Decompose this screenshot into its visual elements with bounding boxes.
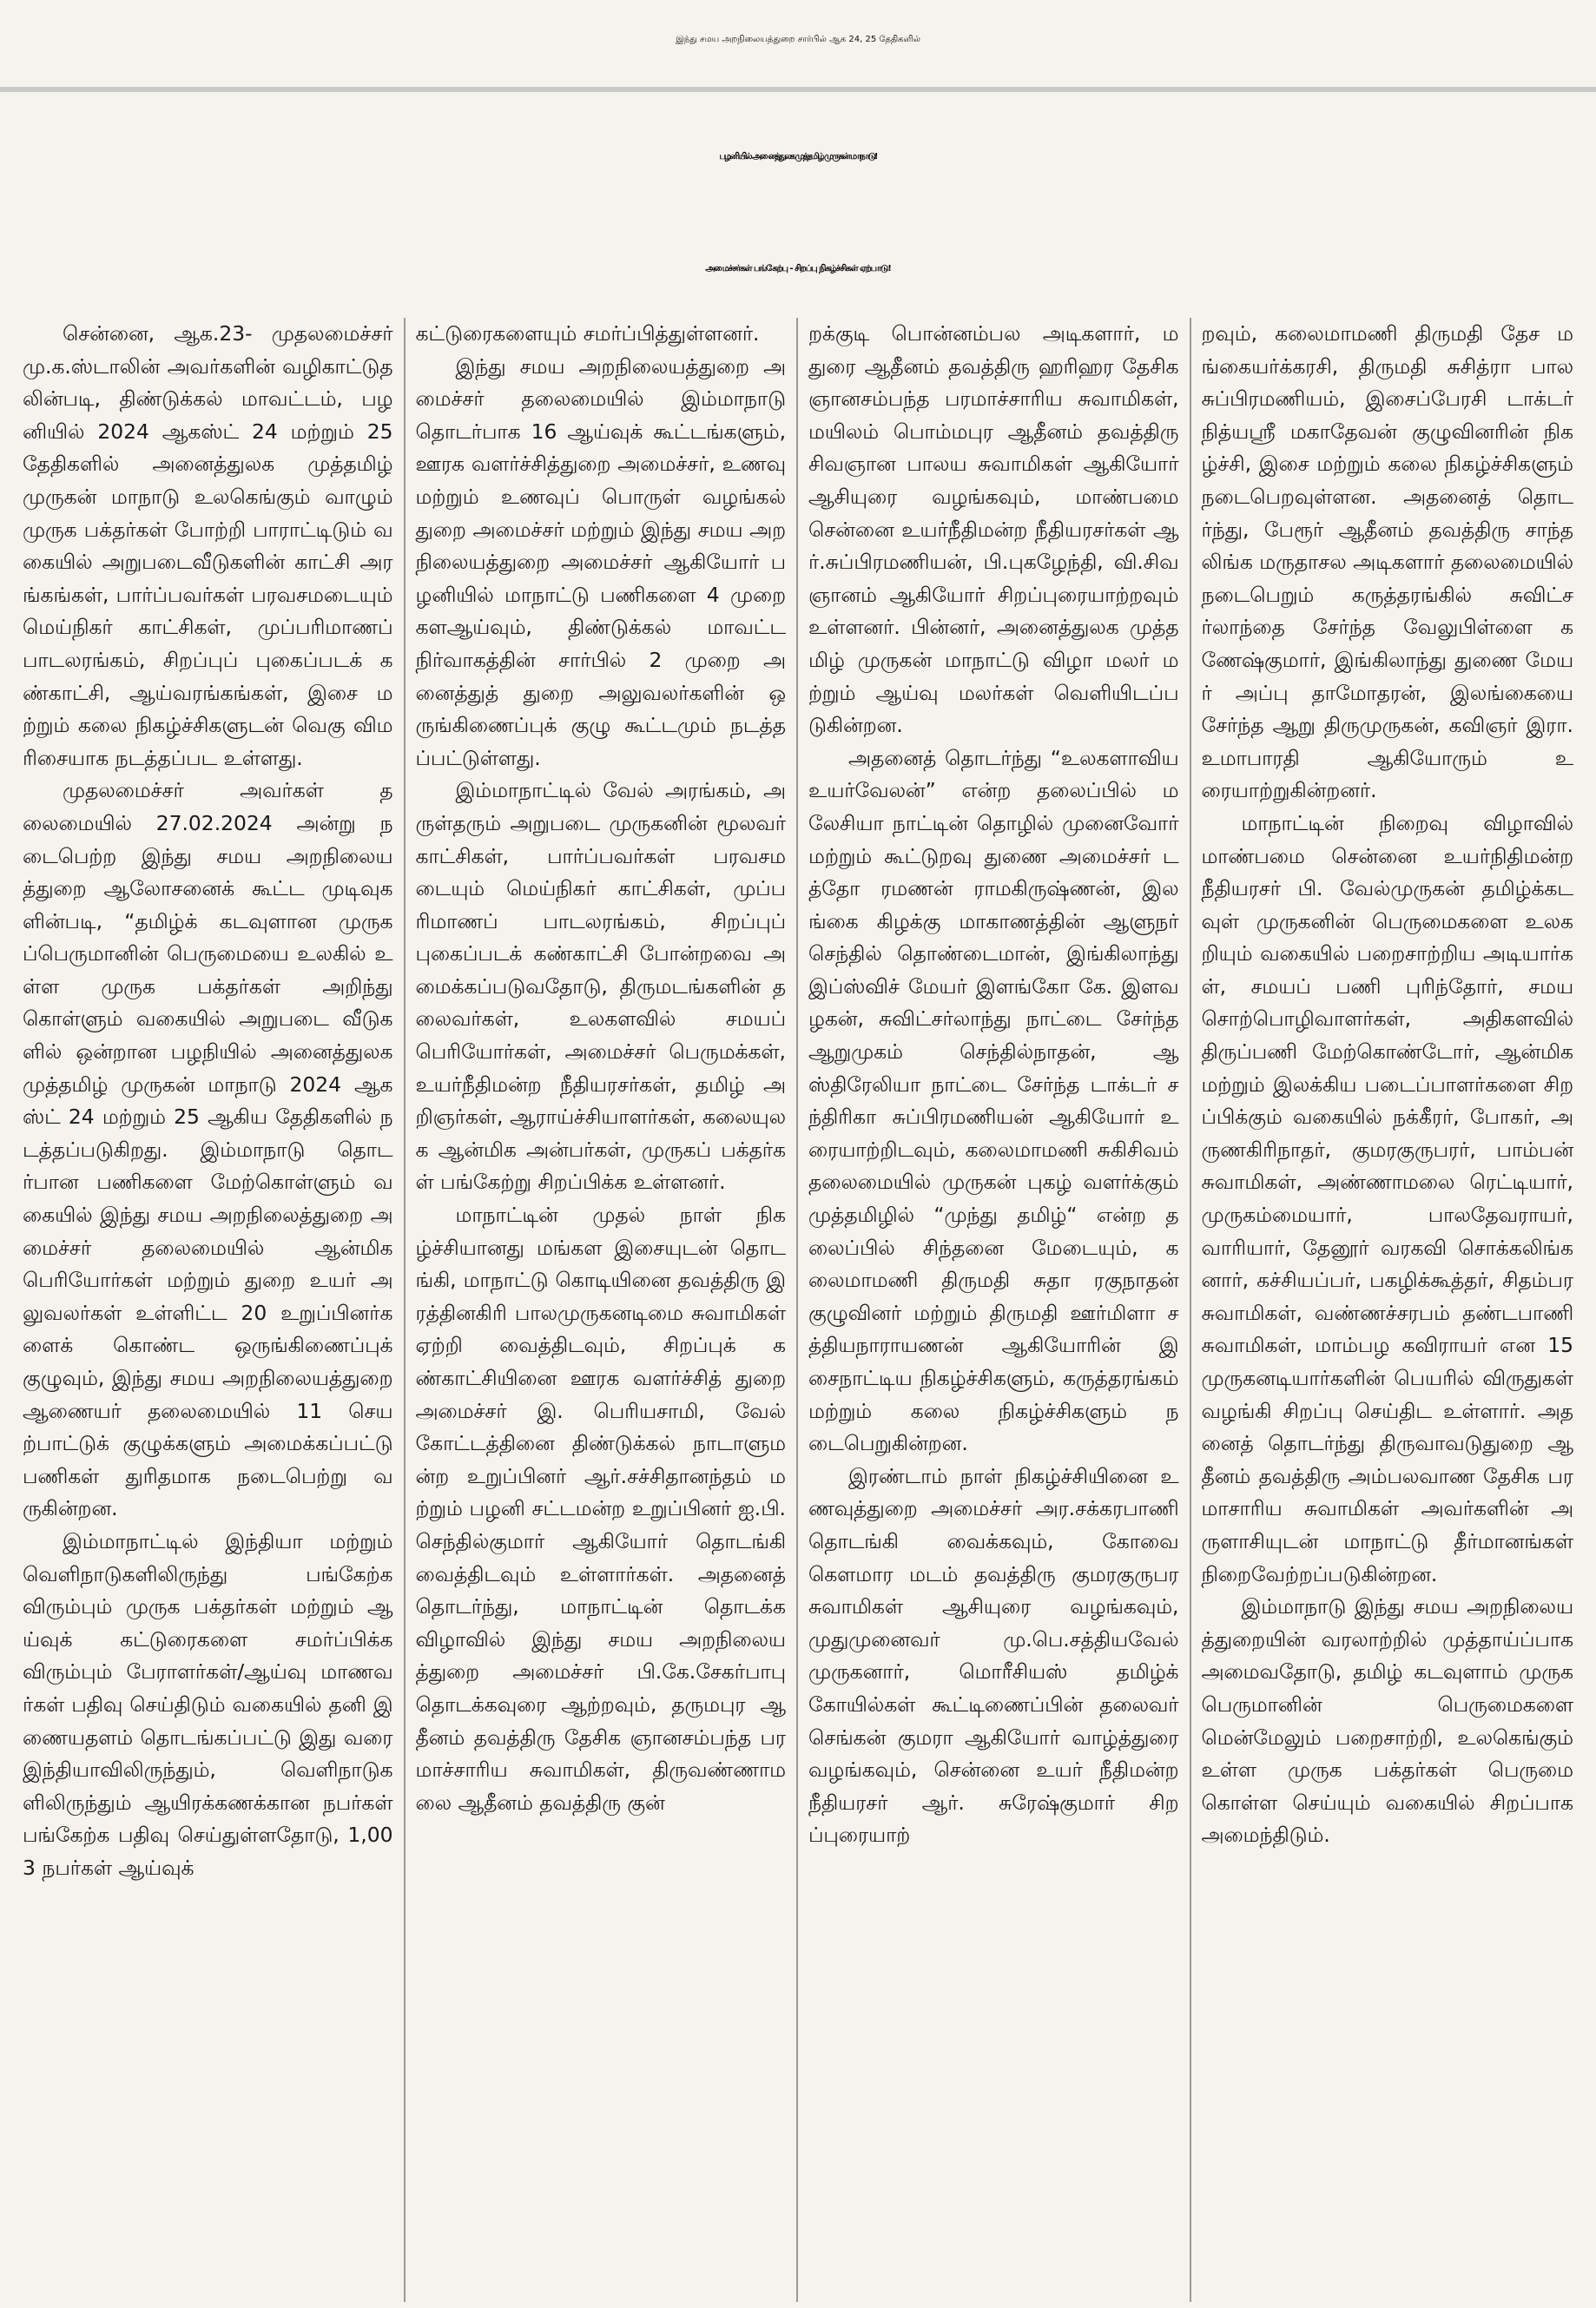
paragraph: சென்னை, ஆக.23- முதலமைச்சர் மு.க.ஸ்டாலின் அவர்களின் வழிகாட்டுதலின்படி, திண்டுக்கல் மாவட்டம், பழனியில் 2024 ஆகஸ்ட் 24 மற்றும் 25 தேதிகளில் அனைத்துலக முத்தமிழ் முருகன் மாநாடு உலகெங்கும் வாழும் முருக பக்தர்கள் போற்றி பாராட்டிடும் வகையில் அறுபடைவீடுகளின் காட்சி அரங்கங்கள், பார்ப்பவர்கள் பரவசமடையும் மெய்நிகர் காட்சிகள், முப்பரிமாணப் பாடலரங்கம், சிறப்புப் புகைப்படக் கண்காட்சி, ஆய்வரங்கங்கள், இசை மற்றும் கலை நிகழ்ச்சிகளுடன் வெகு விமரிசையாக நடத்தப்பட உள்ளது. (23, 321, 393, 770)
paragraph: இம்மாநாடு இந்து சமய அறநிலையத்துறையின் வரலாற்றில் முத்தாய்ப்பாக அமைவதோடு, தமிழ் கடவுளாம் முருக பெருமானின் பெருமைகளை மென்மேலும் பறைசாற்றி, உலகெங்கும் உள்ள முருக பக்தர்கள் பெருமை கொள்ள செய்யும் வகையில் சிறப்பாக அமைந்திடும். (1201, 1594, 1573, 1848)
article-column-3 (798, 318, 1191, 2302)
paragraph: மாநாட்டின் நிறைவு விழாவில் மாண்பமை சென்னை உயர்நிதிமன்ற நீதியரசர் பி. வேல்முருகன் தமிழ்க்கடவுள் முருகனின் பெருமைகளை உலகறியும் வகையில் பறைசாற்றிய அடியார்கள், சமயப் பணி புரிந்தோர், சமய சொற்பொழிவாளர்கள், அதிகளவில் திருப்பணி மேற்கொண்டோர், ஆன்மிக மற்றும் இலக்கிய படைப்பாளர்களை சிறப்பிக்கும் வகையில் நக்கீரர், போகர், அருணகிரிநாதர், குமரகுருபரர், பாம்பன் சுவாமிகள், அண்ணாமலை ரெட்டியார், முருகம்மையார், பாலதேவராயர், வாரியார், தேனூர் வரகவி சொக்கலிங்கனார், கச்சியப்பர், பகழிக்கூத்தர், சிதம்பர சுவாமிகள், வண்ணச்சரபம் தண்டபாணி சுவாமிகள், மாம்பழ கவிராயர் என 15 முருகனடியார்களின் பெயரில் விருதுகள் வழங்கி சிறப்பு செய்திட உள்ளார். அதனைத் தொடர்ந்து திருவாவடுதுறை ஆதீனம் தவத்திரு அம்பலவாண தேசிக பரமாசாரிய சுவாமிகள் அவர்களின் அருளாசியுடன் மாநாட்டு தீர்மானங்கள் நிறைவேற்றப்படுகின்றன. (1201, 810, 1573, 1586)
article-column-4 (1191, 318, 1585, 2302)
paragraph: இந்து சமய அறநிலையத்துறை அமைச்சர் தலைமையில் இம்மாநாடு தொடர்பாக 16 ஆய்வுக் கூட்டங்களும், ஊரக வளர்ச்சித்துறை அமைச்சர், உணவு மற்றும் உணவுப் பொருள் வழங்கல் துறை அமைச்சர் மற்றும் இந்து சமய அறநிலையத்துறை அமைச்சர் ஆகியோர் பழனியில் மாநாட்டு பணிகளை 4 முறை களஆய்வும், திண்டுக்கல் மாவட்ட நிர்வாகத்தின் சார்பில் 2 முறை அனைத்துத் துறை அலுவலர்களின் ஒருங்கிணைப்புக் குழு கூட்டமும் நடத்தப்பட்டுள்ளது. (415, 353, 786, 770)
article-kicker: இந்து சமய அறநிலையத்துறை சார்பில் ஆக 24, 25 தேதிகளில் (676, 35, 920, 44)
article-column-2 (406, 318, 799, 2302)
paragraph: றவும், கலைமாமணி திருமதி தேச மங்கையர்க்கரசி, திருமதி சுசித்ரா பாலசுப்பிரமணியம், இசைப்பேரசி டாக்டர் நித்யஸ்ரீ மகாதேவன் குழுவினரின் நிகழ்ச்சி, இசை மற்றும் கலை நிகழ்ச்சிகளும் நடைபெறவுள்ளன. அதனைத் தொடர்ந்து, பேரூர் ஆதீனம் தவத்திரு சாந்தலிங்க மருதாசல அடிகளார் தலைமையில் நடைபெறும் கருத்தரங்கில் சுவிட்சர்லாந்தை சேர்ந்த வேலுபிள்ளை கணேஷ்குமார், இங்கிலாந்து துணை மேயர் அப்பு தாமோதரன், இலங்கையை சேர்ந்த ஆறு திருமுருகன், கவிஞர் இரா. உமாபாரதி ஆகியோரும் உரையாற்றுகின்றனர். (1201, 321, 1573, 803)
paragraph: மாநாட்டின் முதல் நாள் நிகழ்ச்சியானது மங்கள இசையுடன் தொடங்கி, மாநாட்டு கொடியினை தவத்திரு இரத்தினகிரி பாலமுருகனடிமை சுவாமிகள் ஏற்றி வைத்திடவும், சிறப்புக் கண்காட்சியினை ஊரக வளர்ச்சித் துறை அமைச்சர் இ. பெரியசாமி, வேல் கோட்டத்தினை திண்டுக்கல் நாடாளுமன்ற உறுப்பினர் ஆர்.சச்சிதானந்தம் மற்றும் பழனி சட்டமன்ற உறுப்பினர் ஐ.பி. செந்தில்குமார் ஆகியோர் தொடங்கி வைத்திடவும் உள்ளார்கள். அதனைத் தொடர்ந்து, மாநாட்டின் தொடக்க விழாவில் இந்து சமய அறநிலையத்துறை அமைச்சர் பி.கே.சேகர்பாபு தொடக்கவுரை ஆற்றவும், தருமபுர ஆதீனம் தவத்திரு தேசிக ஞானசம்பந்த பரமாச்சாரிய சுவாமிகள், திருவண்ணாமலை ஆதீனம் தவத்திரு குன் (415, 1203, 786, 1815)
paragraph: றக்குடி பொன்னம்பல அடிகளார், மதுரை ஆதீனம் தவத்திரு ஹரிஹர தேசிக ஞானசம்பந்த பரமாச்சாரிய சுவாமிகள், மயிலம் பொம்மபுர ஆதீனம் தவத்திரு சிவஞான பாலய சுவாமிகள் ஆகியோர் ஆசியுரை வழங்கவும், மாண்பமை சென்னை உயர்நீதிமன்ற நீதியரசர்கள் ஆர்.சுப்பிரமணியன், பி.புகழேந்தி, வி.சிவஞானம் ஆகியோர் சிறப்புரையாற்றவும் உள்ளனர். பின்னர், அனைத்துலக முத்தமிழ் முருகன் மாநாட்டு விழா மலர் மற்றும் ஆய்வு மலர்கள் வெளியிடப்படுகின்றன. (808, 321, 1179, 738)
paragraph: முதலமைச்சர் அவர்கள் தலைமையில் 27.02.2024 அன்று நடைபெற்ற இந்து சமய அறநிலையத்துறை ஆலோசனைக் கூட்ட முடிவுகளின்படி, “தமிழ்க் கடவுளான முருகப்பெருமானின் பெருமையை உலகில் உள்ள முருக பக்தர்கள் அறிந்து கொள்ளும் வகையில் அறுபடை வீடுகளில் ஒன்றான பழநியில் அனைத்துலக முத்தமிழ் முருகன் மாநாடு 2024 ஆகஸ்ட் 24 மற்றும் 25 ஆகிய தேதிகளில் நடத்தப்படுகிறது. இம்மாநாடு தொடர்பான பணிகளை மேற்கொள்ளும் வகையில் இந்து சமய அறநிலைத்துறை அமைச்சர் தலைமையில் ஆன்மிக பெரியோர்கள் மற்றும் துறை உயர் அலுவலர்கள் உள்ளிட்ட 20 உறுப்பினர்களைக் கொண்ட ஒருங்கிணைப்புக் குழுவும், இந்து சமய அறநிலையத்துறை ஆணையர் தலைமையில் 11 செயற்பாட்டுக் குழுக்களும் அமைக்கப்பட்டு பணிகள் துரிதமாக நடைபெற்று வருகின்றன. (23, 778, 393, 1521)
paragraph: இரண்டாம் நாள் நிகழ்ச்சியினை உணவுத்துறை அமைச்சர் அர.சக்கரபாணி தொடங்கி வைக்கவும், கோவை கௌமார மடம் தவத்திரு குமரகுருபர சுவாமிகள் ஆசியுரை வழங்கவும், முதுமுனைவர் மு.பெ.சத்தியவேல் முருகனார், மொரீசியஸ் தமிழ்க் கோயில்கள் கூட்டிணைப்பின் தலைவர் செங்கன் குமரா ஆகியோர் வாழ்த்துரை வழங்கவும், சென்னை உயர் நீதிமன்ற நீதியரசர் ஆர். சுரேஷ்குமார் சிறப்புரையாற் (808, 1463, 1179, 1848)
paragraph: அதனைத் தொடர்ந்து “உலகளாவிய உயர்வேலன்” என்ற தலைப்பில் மலேசியா நாட்டின் தொழில் முனைவோர் மற்றும் கூட்டுறவு துணை அமைச்சர் டத்தோ ரமணன் ராமகிருஷ்ணன், இலங்கை கிழக்கு மாகாணத்தின் ஆளுநர் செந்தில் தொண்டைமான், இங்கிலாந்து இப்ஸ்விச் மேயர் இளங்கோ கே. இளவழகன், சுவிட்சர்லாந்து நாட்டை சேர்ந்த ஆறுமுகம் செந்தில்நாதன், ஆஸ்திரேலியா நாட்டை சேர்ந்த டாக்டர் சந்திரிகா சுப்பிரமணியன் ஆகியோர் உரையாற்றிடவும், கலைமாமணி சுகிசிவம் தலைமையில் முருகன் புகழ் வளர்க்கும் முத்தமிழில் “முந்து தமிழ்“ என்ற தலைப்பில் சிந்தனை மேடையும், கலைமாமணி திருமதி சுதா ரகுநாதன் குழுவினர் மற்றும் திருமதி ஊர்மிளா சத்தியநாராயணன் ஆகியோரின் இசைநாட்டிய நிகழ்ச்சிகளும், கருத்தரங்கம் மற்றும் கலை நிகழ்ச்சிகளும் நடைபெறுகின்றன. (808, 745, 1179, 1456)
article-body (12, 318, 1584, 2302)
paragraph: இம்மாநாட்டில் வேல் அரங்கம், அருள்தரும் அறுபடை முருகனின் மூலவர் காட்சிகள், பார்ப்பவர்கள் பரவசமடையும் மெய்நிகர் காட்சிகள், முப்பரிமாணப் பாடலரங்கம், சிறப்புப் புகைப்படக் கண்காட்சி போன்றவை அமைக்கப்படுவதோடு, திருமடங்களின் தலைவர்கள், உலகளவில் சமயப் பெரியோர்கள், அமைச்சர் பெருமக்கள், உயர்நீதிமன்ற நீதியரசர்கள், தமிழ் அறிஞர்கள், ஆராய்ச்சியாளர்கள், கலையுலக ஆன்மிக அன்பர்கள், முருகப் பக்தர்கள் பங்கேற்று சிறப்பிக்க உள்ளனர். (415, 778, 786, 1195)
paragraph: இம்மாநாட்டில் இந்தியா மற்றும் வெளிநாடுகளிலிருந்து பங்கேற்க விரும்பும் முருக பக்தர்கள் மற்றும் ஆய்வுக் கட்டுரைகளை சமர்ப்பிக்க விரும்பும் பேராளர்கள்/ஆய்வு மாணவர்கள் பதிவு செய்திடும் வகையில் தனி இணையதளம் தொடங்கப்பட்டு இது வரை இந்தியாவிலிருந்தும், வெளிநாடுகளிலிருந்தும் ஆயிரக்கணக்கான நபர்கள் பங்கேற்க பதிவு செய்துள்ளதோடு, 1,003 நபர்கள் ஆய்வுக் (23, 1528, 393, 1880)
article-headline: பழனியில் அனைத்துலக முத்தமிழ் முருகன் மாநாடு! (719, 152, 877, 162)
article-subheadline: அமைச்சர்கள் பங்கேற்பு - சிறப்பு நிகழ்ச்சிகள் ஏற்பாடு! (705, 264, 891, 274)
paragraph: கட்டுரைகளையும் சமர்ப்பித்துள்ளனர். (415, 321, 760, 346)
article-column-1 (12, 318, 406, 2302)
